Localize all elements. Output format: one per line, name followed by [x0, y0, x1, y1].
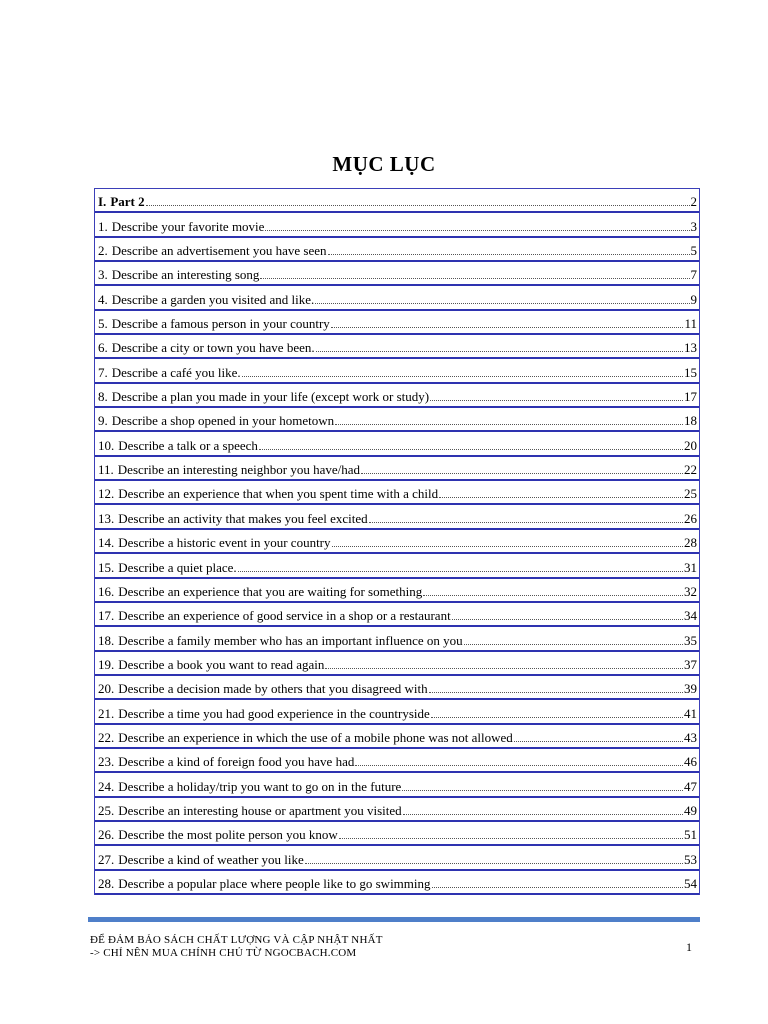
- toc-entry-page: 17: [684, 389, 697, 405]
- toc-entry-page: 47: [684, 778, 697, 794]
- toc-entry-title: Describe an advertisement you have seen: [111, 243, 327, 259]
- toc-entry[interactable]: [95, 749, 699, 773]
- toc-entry-title: Describe a city or town you have been.: [111, 340, 315, 356]
- toc-entry-title: Describe a plan you made in your life (except work or study): [111, 389, 430, 405]
- toc-entry-title: Describe a popular place where people like to go swimming: [118, 875, 431, 891]
- toc-entry-number: 28.: [98, 875, 115, 891]
- toc-dot-leader: [331, 326, 684, 328]
- toc-entry-page: 26: [684, 510, 697, 526]
- toc-entry-title: Describe a kind of weather you like: [118, 851, 304, 867]
- toc-entry-number: 4.: [98, 291, 108, 307]
- toc-entry-number: 19.: [98, 656, 115, 672]
- toc-entry-number: 15.: [98, 559, 115, 575]
- toc-entry-page: 51: [684, 827, 697, 843]
- toc-dot-leader: [514, 740, 683, 742]
- toc-entry-title: Describe the most polite person you know: [118, 827, 338, 843]
- toc-entry-title: Describe an interesting house or apartment you visited: [118, 802, 402, 818]
- toc-dot-leader: [452, 618, 683, 620]
- toc-dot-leader: [260, 277, 689, 279]
- toc-dot-leader: [361, 472, 683, 474]
- toc-entry-number: 23.: [98, 754, 115, 770]
- toc-dot-leader: [431, 716, 683, 718]
- table-of-contents: [94, 188, 700, 895]
- toc-dot-leader: [259, 448, 683, 450]
- toc-entry-title: Describe a historic event in your country: [118, 535, 331, 551]
- toc-dot-leader: [402, 789, 683, 791]
- toc-dot-leader: [265, 229, 689, 231]
- toc-entry[interactable]: [95, 408, 699, 432]
- toc-dot-leader: [464, 643, 683, 645]
- toc-entry[interactable]: [95, 505, 699, 529]
- toc-dot-leader: [423, 594, 683, 596]
- toc-entry[interactable]: [95, 286, 699, 310]
- toc-entry-number: 11.: [98, 462, 114, 478]
- toc-entry[interactable]: [95, 311, 699, 335]
- toc-entry-page: 28: [684, 535, 697, 551]
- toc-entry-page: 5: [690, 243, 697, 259]
- toc-entry[interactable]: [95, 603, 699, 627]
- toc-entry[interactable]: [95, 700, 699, 724]
- toc-entry-title: Describe a shop opened in your hometown: [111, 413, 335, 429]
- toc-entry-page: 35: [684, 632, 697, 648]
- footer-line-1: ĐỂ ĐẢM BẢO SÁCH CHẤT LƯỢNG VÀ CẬP NHẬT NHẤT: [90, 934, 383, 946]
- toc-entry[interactable]: [95, 359, 699, 383]
- toc-entry-number: 12.: [98, 486, 115, 502]
- toc-entry[interactable]: [95, 384, 699, 408]
- toc-entry[interactable]: [95, 652, 699, 676]
- toc-entry-number: 6.: [98, 340, 108, 356]
- page-title: MỤC LỤC: [332, 152, 436, 176]
- toc-dot-leader: [305, 862, 683, 864]
- toc-entry-title: Describe an interesting song: [111, 267, 260, 283]
- toc-entry-title: Describe a time you had good experience in the countryside: [118, 705, 430, 721]
- toc-entry-title: Describe a talk or a speech: [118, 437, 258, 453]
- toc-entry-page: 43: [684, 729, 697, 745]
- footer-note: [90, 934, 383, 960]
- toc-entry[interactable]: [95, 579, 699, 603]
- toc-entry-title: Describe an experience of good service in a shop or a restaurant: [118, 608, 451, 624]
- toc-dot-leader: [328, 253, 690, 255]
- toc-entry-number: 5.: [98, 316, 108, 332]
- toc-entry-number: 17.: [98, 608, 115, 624]
- toc-entry-title: Describe an activity that makes you feel excited: [118, 510, 368, 526]
- toc-entry-number: 10.: [98, 437, 115, 453]
- toc-entry[interactable]: [95, 262, 699, 286]
- toc-entry[interactable]: [95, 457, 699, 481]
- toc-entry[interactable]: [95, 554, 699, 578]
- toc-dot-leader: [146, 204, 690, 206]
- toc-entry-page: 2: [690, 194, 697, 210]
- toc-dot-leader: [429, 691, 683, 693]
- toc-entry-title: Describe a garden you visited and like.: [111, 291, 315, 307]
- toc-entry-page: 49: [684, 802, 697, 818]
- toc-dot-leader: [430, 399, 683, 401]
- toc-entry-page: 54: [684, 875, 697, 891]
- toc-entry[interactable]: [95, 432, 699, 456]
- toc-entry-number: 8.: [98, 389, 108, 405]
- toc-entry-page: 25: [684, 486, 697, 502]
- toc-entry[interactable]: [95, 238, 699, 262]
- toc-entry-number: 14.: [98, 535, 115, 551]
- toc-entry-page: 18: [684, 413, 697, 429]
- toc-entry[interactable]: [95, 798, 699, 822]
- toc-entry-title: Describe a famous person in your country: [111, 316, 330, 332]
- toc-entry-page: 7: [690, 267, 697, 283]
- toc-dot-leader: [369, 521, 683, 523]
- footer-line-2: -> CHỈ NÊN MUA CHÍNH CHỦ TỪ NGOCBACH.COM: [90, 947, 357, 959]
- toc-entry-number: 20.: [98, 681, 115, 697]
- toc-dot-leader: [439, 496, 683, 498]
- toc-entry-title: Describe a quiet place.: [118, 559, 237, 575]
- toc-entry[interactable]: [95, 481, 699, 505]
- toc-entry-title: Describe a kind of foreign food you have had: [118, 754, 355, 770]
- toc-entry-page: 20: [684, 437, 697, 453]
- toc-entry-number: 13.: [98, 510, 115, 526]
- toc-entry[interactable]: [95, 773, 699, 797]
- toc-entry-number: 27.: [98, 851, 115, 867]
- toc-entry-title: Describe a decision made by others that you disagreed with: [118, 681, 428, 697]
- toc-entry[interactable]: [95, 725, 699, 749]
- toc-entry-page: 15: [684, 364, 697, 380]
- toc-entry-title: Describe your favorite movie: [111, 218, 265, 234]
- toc-entry-title: Describe a book you want to read again: [118, 656, 325, 672]
- toc-dot-leader: [339, 837, 683, 839]
- toc-entry-page: 46: [684, 754, 697, 770]
- toc-entry-number: 1.: [98, 218, 108, 234]
- footer-divider: [88, 917, 700, 922]
- toc-entry-page: 3: [690, 218, 697, 234]
- toc-entry-page: 39: [684, 681, 697, 697]
- toc-entry-title: Part 2: [110, 194, 145, 210]
- toc-entry-page: 53: [684, 851, 697, 867]
- toc-entry-number: 26.: [98, 827, 115, 843]
- toc-entry-page: 41: [684, 705, 697, 721]
- toc-entry-title: Describe a family member who has an important influence on you: [118, 632, 463, 648]
- toc-entry-number: I.: [98, 194, 107, 210]
- toc-dot-leader: [355, 764, 683, 766]
- toc-entry-number: 22.: [98, 729, 115, 745]
- toc-entry[interactable]: [95, 213, 699, 237]
- toc-dot-leader: [403, 813, 683, 815]
- toc-entry[interactable]: [95, 189, 699, 213]
- toc-entry-title: Describe an experience that when you spent time with a child: [118, 486, 439, 502]
- toc-dot-leader: [238, 570, 683, 572]
- toc-entry-page: 11: [684, 316, 697, 332]
- toc-entry-title: Describe a café you like.: [111, 364, 241, 380]
- toc-entry[interactable]: [95, 627, 699, 651]
- toc-entry-page: 13: [684, 340, 697, 356]
- toc-entry[interactable]: [95, 871, 699, 895]
- toc-dot-leader: [325, 667, 683, 669]
- page-number: 1: [686, 940, 692, 954]
- toc-entry-title: Describe an interesting neighbor you have/had: [117, 462, 361, 478]
- toc-entry-number: 25.: [98, 802, 115, 818]
- toc-dot-leader: [332, 545, 683, 547]
- toc-entry[interactable]: [95, 335, 699, 359]
- toc-entry-page: 34: [684, 608, 697, 624]
- toc-entry-page: 37: [684, 656, 697, 672]
- toc-entry-title: Describe a holiday/trip you want to go on in the future: [118, 778, 402, 794]
- toc-dot-leader: [315, 302, 689, 304]
- toc-entry-number: 2.: [98, 243, 108, 259]
- toc-entry-number: 9.: [98, 413, 108, 429]
- toc-dot-leader: [316, 350, 683, 352]
- toc-entry-number: 18.: [98, 632, 115, 648]
- toc-entry-title: Describe an experience that you are waiting for something: [118, 583, 423, 599]
- toc-dot-leader: [432, 886, 683, 888]
- toc-entry-number: 24.: [98, 778, 115, 794]
- toc-entry[interactable]: [95, 530, 699, 554]
- toc-entry-page: 32: [684, 583, 697, 599]
- toc-dot-leader: [335, 423, 683, 425]
- toc-entry-page: 31: [684, 559, 697, 575]
- toc-entry[interactable]: [95, 846, 699, 870]
- toc-dot-leader: [242, 375, 683, 377]
- toc-entry[interactable]: [95, 822, 699, 846]
- toc-entry-page: 22: [684, 462, 697, 478]
- toc-entry-number: 7.: [98, 364, 108, 380]
- toc-entry[interactable]: [95, 676, 699, 700]
- toc-entry-page: 9: [690, 291, 697, 307]
- toc-entry-title: Describe an experience in which the use of a mobile phone was not allowed: [118, 729, 513, 745]
- toc-entry-number: 21.: [98, 705, 115, 721]
- toc-entry-number: 3.: [98, 267, 108, 283]
- toc-entry-number: 16.: [98, 583, 115, 599]
